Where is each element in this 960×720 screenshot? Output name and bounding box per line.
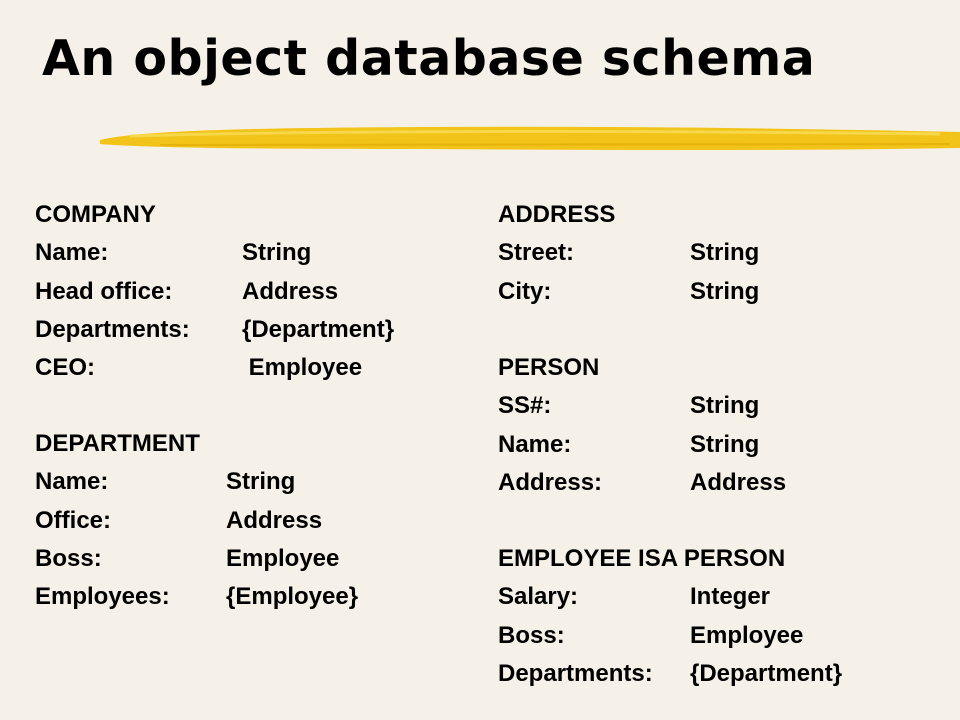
attribute-row [35, 463, 358, 501]
attribute-type: String [242, 239, 312, 267]
attribute-label: Boss: [498, 621, 565, 649]
attribute-row [35, 349, 394, 387]
attribute-label: Name: [498, 430, 572, 458]
attribute-row [35, 502, 358, 540]
attribute-row [498, 426, 786, 464]
attribute-label: Office: [35, 506, 112, 534]
class-person [498, 349, 786, 502]
class-company-name: COMPANY [35, 201, 156, 228]
attribute-type: {Employee} [226, 583, 359, 611]
attribute-type: String [690, 277, 760, 305]
attribute-type: Address [226, 506, 323, 534]
attribute-type: String [226, 468, 296, 496]
attribute-label: Head office: [35, 277, 173, 305]
attribute-type: String [690, 239, 760, 267]
attribute-type: {Department} [242, 315, 395, 343]
attribute-label: Departments: [35, 315, 190, 343]
attribute-row [498, 273, 759, 311]
attribute-type: Address [690, 468, 787, 496]
attribute-label: Name: [35, 239, 109, 267]
attribute-label: Salary: [498, 583, 579, 611]
attribute-type: {Department} [690, 659, 843, 687]
attribute-row [498, 464, 786, 502]
attribute-row [498, 617, 842, 655]
attribute-label: Boss: [35, 544, 102, 572]
attribute-row [35, 311, 394, 349]
attribute-label: Name: [35, 468, 109, 496]
attribute-label: Street: [498, 239, 575, 267]
attribute-type: String [690, 392, 760, 420]
attribute-row [498, 655, 842, 693]
attribute-row [35, 234, 394, 272]
attribute-label: SS#: [498, 392, 552, 420]
attribute-type: Integer [690, 583, 771, 611]
attribute-type: Employee [242, 354, 363, 382]
attribute-label: Employees: [35, 583, 170, 611]
attribute-row [35, 273, 394, 311]
attribute-label: Departments: [498, 659, 653, 687]
attribute-label: CEO: [35, 354, 95, 382]
class-department-name: DEPARTMENT [35, 430, 200, 457]
slide-title: An object database schema [42, 30, 816, 87]
attribute-label: City: [498, 277, 552, 305]
class-address-name: ADDRESS [498, 201, 616, 228]
class-department [35, 425, 358, 616]
class-company [35, 196, 394, 387]
class-person-name: PERSON [498, 354, 600, 381]
class-employee [498, 540, 842, 693]
attribute-type: Employee [690, 621, 804, 649]
class-employee-name: EMPLOYEE ISA PERSON [498, 545, 786, 572]
attribute-type: Employee [226, 544, 340, 572]
attribute-row [35, 540, 358, 578]
class-address [498, 196, 759, 311]
attribute-row [498, 578, 842, 616]
attribute-row [35, 578, 358, 616]
highlighter-stroke [0, 118, 960, 160]
attribute-type: Address [242, 277, 339, 305]
attribute-type: String [690, 430, 760, 458]
attribute-row [498, 387, 786, 425]
attribute-row [498, 234, 759, 272]
attribute-label: Address: [498, 468, 603, 496]
